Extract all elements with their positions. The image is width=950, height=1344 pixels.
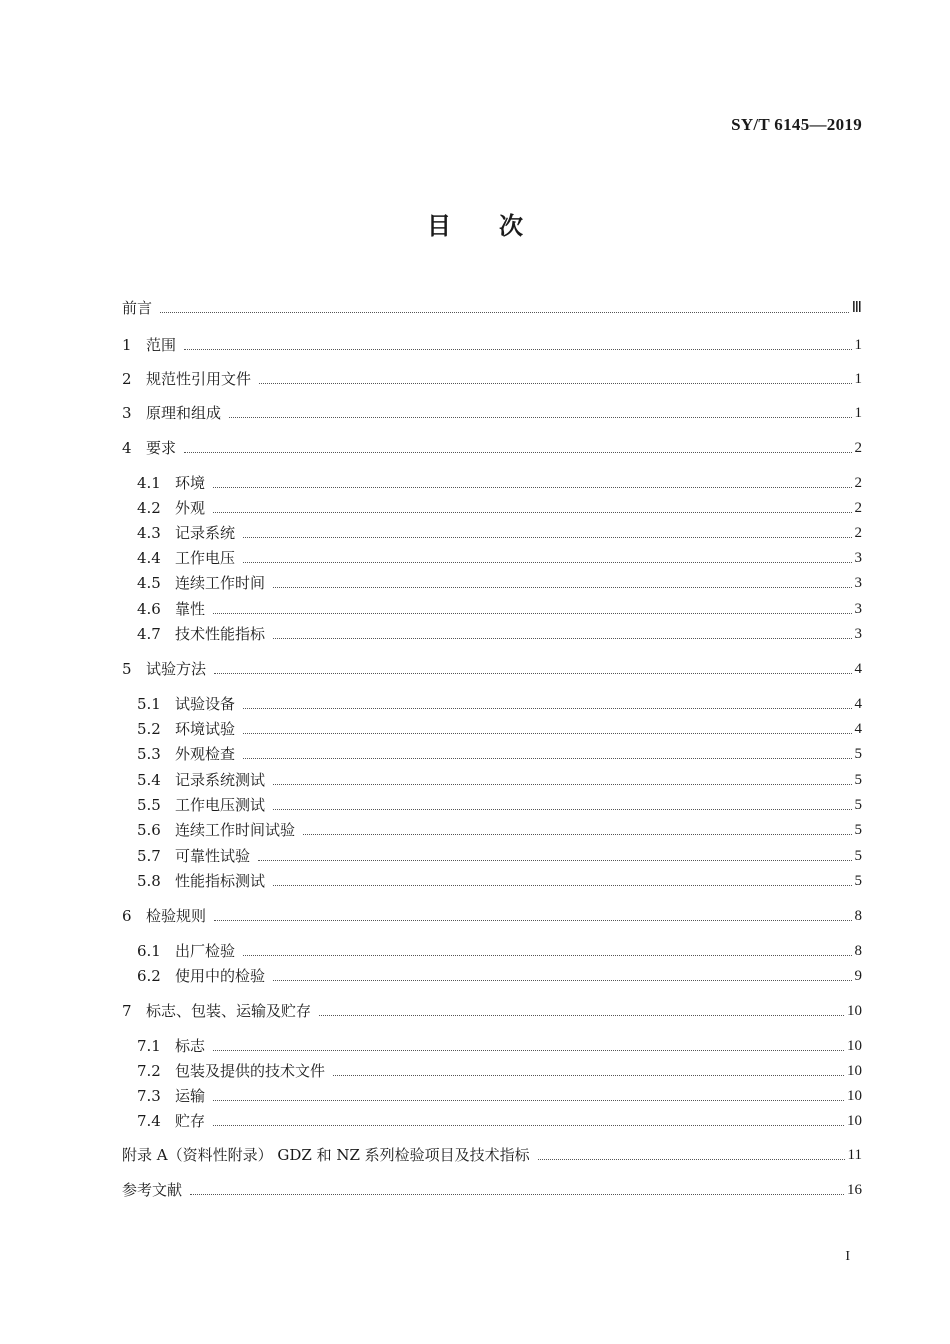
toc-entry[interactable] xyxy=(137,794,862,816)
toc-entry-page: 3 xyxy=(854,626,862,642)
toc-entry-page: 4 xyxy=(854,696,862,712)
toc-entry[interactable] xyxy=(137,819,862,841)
toc-entry-number: 4.7 xyxy=(137,625,161,643)
toc-entry[interactable] xyxy=(137,1110,862,1132)
dot-leader xyxy=(538,1159,845,1160)
toc-entry-label: 外观 xyxy=(175,499,206,517)
toc-entry[interactable] xyxy=(137,693,862,715)
dot-leader xyxy=(273,587,851,588)
toc-entry[interactable] xyxy=(137,870,862,892)
toc-entry-page: 10 xyxy=(847,1038,862,1054)
toc-entry[interactable] xyxy=(137,472,862,494)
toc-entry[interactable] xyxy=(137,572,862,594)
toc-entry[interactable] xyxy=(122,334,862,356)
dot-leader xyxy=(273,980,851,981)
toc-entry-label: 记录系统测试 xyxy=(175,771,266,789)
toc-entry-page: 5 xyxy=(854,772,862,788)
toc-entry-label: 环境试验 xyxy=(175,720,236,738)
toc-entry-page: 2 xyxy=(854,525,862,541)
toc-entry[interactable] xyxy=(137,1035,862,1057)
toc-entry-page: 5 xyxy=(854,822,862,838)
dot-leader xyxy=(243,758,851,759)
dot-leader xyxy=(190,1194,844,1195)
toc-entry-number: 7 xyxy=(122,1002,132,1020)
toc-entry-number: 5.1 xyxy=(137,695,161,713)
toc-entry-page: 8 xyxy=(854,943,862,959)
toc-entry-label: 规范性引用文件 xyxy=(146,370,252,388)
dot-leader xyxy=(214,920,851,921)
toc-entry[interactable] xyxy=(122,402,862,424)
dot-leader xyxy=(184,349,851,350)
dot-leader xyxy=(213,487,851,488)
dot-leader xyxy=(273,784,851,785)
toc-entry-page: 1 xyxy=(854,337,862,353)
toc-entry[interactable] xyxy=(137,598,862,620)
dot-leader xyxy=(243,733,851,734)
toc-entry[interactable] xyxy=(137,743,862,765)
toc-entry-number: 3 xyxy=(122,404,132,422)
toc-entry-page: Ⅲ xyxy=(851,300,862,316)
toc-entry-number: 4.4 xyxy=(137,549,161,567)
dot-leader xyxy=(243,562,851,563)
toc-entry-label: 包装及提供的技术文件 xyxy=(175,1062,326,1080)
toc-entry-label: 试验方法 xyxy=(146,660,207,678)
dot-leader xyxy=(258,860,851,861)
toc-entry-label: 检验规则 xyxy=(146,907,207,925)
dot-leader xyxy=(213,1100,844,1101)
toc-entry[interactable] xyxy=(137,1085,862,1107)
toc-entry-page: 2 xyxy=(854,500,862,516)
toc-entry-number: 4.3 xyxy=(137,524,161,542)
dot-leader xyxy=(160,312,849,313)
toc-entry-number: 5.5 xyxy=(137,796,161,814)
toc-entry-label: 范围 xyxy=(146,336,177,354)
title-char-1: 目 xyxy=(427,212,451,240)
toc-entry-page: 10 xyxy=(847,1088,862,1104)
toc-entry-label: 附录 A（资料性附录） GDZ 和 NZ 系列检验项目及技术指标 xyxy=(122,1146,530,1164)
dot-leader xyxy=(319,1015,844,1016)
dot-leader xyxy=(229,417,851,418)
page-number: I xyxy=(845,1249,850,1264)
toc-entry[interactable] xyxy=(137,940,862,962)
toc-entry-number: 6.2 xyxy=(137,967,161,985)
toc-entry-label: 记录系统 xyxy=(175,524,236,542)
dot-leader xyxy=(243,708,851,709)
page-title xyxy=(0,206,950,241)
toc-entry-label: 技术性能指标 xyxy=(175,625,266,643)
dot-leader xyxy=(273,809,851,810)
toc-entry-number: 7.1 xyxy=(137,1037,161,1055)
toc-entry[interactable] xyxy=(137,497,862,519)
toc-entry-label: 连续工作时间 xyxy=(175,574,266,592)
toc-entry-label: 前言 xyxy=(122,299,153,317)
toc-entry[interactable] xyxy=(137,718,862,740)
toc-entry-label: 标志 xyxy=(175,1037,206,1055)
toc-entry-number: 4.2 xyxy=(137,499,161,517)
toc-entry-page: 10 xyxy=(847,1063,862,1079)
dot-leader xyxy=(259,383,851,384)
dot-leader xyxy=(273,885,851,886)
toc-entry[interactable] xyxy=(137,965,862,987)
toc-entry-page: 11 xyxy=(847,1147,862,1163)
toc-entry-label: 外观检查 xyxy=(175,745,236,763)
toc-entry-page: 3 xyxy=(854,550,862,566)
toc-entry-page: 5 xyxy=(854,873,862,889)
toc-entry-label: 贮存 xyxy=(175,1112,206,1130)
toc-entry-page: 4 xyxy=(854,721,862,737)
toc-entry-number: 2 xyxy=(122,370,132,388)
toc-entry[interactable] xyxy=(137,769,862,791)
toc-entry-number: 4.1 xyxy=(137,474,161,492)
toc-entry-number: 4 xyxy=(122,439,132,457)
toc-entry-label: 原理和组成 xyxy=(146,404,222,422)
toc-entry-label: 运输 xyxy=(175,1087,206,1105)
toc-entry-page: 5 xyxy=(854,797,862,813)
toc-entry-label: 工作电压 xyxy=(175,549,236,567)
toc-entry[interactable] xyxy=(122,1144,862,1166)
toc-entry-label: 出厂检验 xyxy=(175,942,236,960)
toc-entry-page: 16 xyxy=(847,1182,862,1198)
toc-entry-number: 4.6 xyxy=(137,600,161,618)
toc-entry-number: 6 xyxy=(122,907,132,925)
dot-leader xyxy=(273,638,851,639)
dot-leader xyxy=(213,1050,844,1051)
toc-entry-page: 5 xyxy=(854,848,862,864)
dot-leader xyxy=(213,512,851,513)
dot-leader xyxy=(214,673,851,674)
toc-entry-page: 3 xyxy=(854,575,862,591)
toc-entry[interactable] xyxy=(122,437,862,459)
toc-entry-page: 1 xyxy=(854,371,862,387)
toc-entry-page: 9 xyxy=(854,968,862,984)
toc-entry-label: 试验设备 xyxy=(175,695,236,713)
toc-entry-page: 4 xyxy=(854,661,862,677)
toc-entry-number: 5.6 xyxy=(137,821,161,839)
title-char-2: 次 xyxy=(499,212,523,240)
toc-entry-label: 使用中的检验 xyxy=(175,967,266,985)
toc-entry[interactable] xyxy=(137,845,862,867)
toc-entry-page: 8 xyxy=(854,908,862,924)
toc-entry-label: 参考文献 xyxy=(122,1181,183,1199)
toc-entry-number: 5.2 xyxy=(137,720,161,738)
toc-entry-label: 标志、包装、运输及贮存 xyxy=(146,1002,312,1020)
toc-entry-number: 5.7 xyxy=(137,847,161,865)
toc-entry-number: 1 xyxy=(122,336,132,354)
toc-entry-label: 环境 xyxy=(175,474,206,492)
toc-entry[interactable] xyxy=(122,658,862,680)
dot-leader xyxy=(213,613,851,614)
toc-entry-label: 可靠性试验 xyxy=(175,847,251,865)
toc-entry[interactable] xyxy=(137,1060,862,1082)
toc-entry-page: 2 xyxy=(854,475,862,491)
dot-leader xyxy=(303,834,851,835)
standard-code: SY/T 6145—2019 xyxy=(731,115,862,134)
toc-entry[interactable] xyxy=(137,522,862,544)
toc-entry-number: 6.1 xyxy=(137,942,161,960)
toc-entry-label: 工作电压测试 xyxy=(175,796,266,814)
toc-entry-number: 7.3 xyxy=(137,1087,161,1105)
toc-entry-number: 5.8 xyxy=(137,872,161,890)
toc-entry-number: 5.4 xyxy=(137,771,161,789)
toc-entry-page: 3 xyxy=(854,601,862,617)
toc-entry[interactable] xyxy=(122,368,862,390)
toc-entry-number: 7.2 xyxy=(137,1062,161,1080)
dot-leader xyxy=(184,452,851,453)
toc-entry[interactable] xyxy=(137,623,862,645)
toc-entry-page: 2 xyxy=(854,440,862,456)
toc-entry-number: 5 xyxy=(122,660,132,678)
toc-entry-number: 4.5 xyxy=(137,574,161,592)
toc-entry[interactable] xyxy=(122,1179,862,1201)
toc-entry-number: 7.4 xyxy=(137,1112,161,1130)
dot-leader xyxy=(333,1075,844,1076)
toc-entry[interactable] xyxy=(122,1000,862,1022)
toc-entry[interactable] xyxy=(137,547,862,569)
toc-entry-page: 10 xyxy=(847,1113,862,1129)
toc-entry-label: 连续工作时间试验 xyxy=(175,821,296,839)
toc-entry[interactable] xyxy=(122,905,862,927)
toc-entry[interactable] xyxy=(122,297,862,319)
dot-leader xyxy=(243,955,851,956)
toc-entry-label: 性能指标测试 xyxy=(175,872,266,890)
toc-entry-page: 1 xyxy=(854,405,862,421)
dot-leader xyxy=(213,1125,844,1126)
toc-entry-label: 靠性 xyxy=(175,600,206,618)
toc-entry-page: 5 xyxy=(854,746,862,762)
toc-entry-number: 5.3 xyxy=(137,745,161,763)
toc-entry-label: 要求 xyxy=(146,439,177,457)
dot-leader xyxy=(243,537,851,538)
toc-entry-page: 10 xyxy=(847,1003,862,1019)
